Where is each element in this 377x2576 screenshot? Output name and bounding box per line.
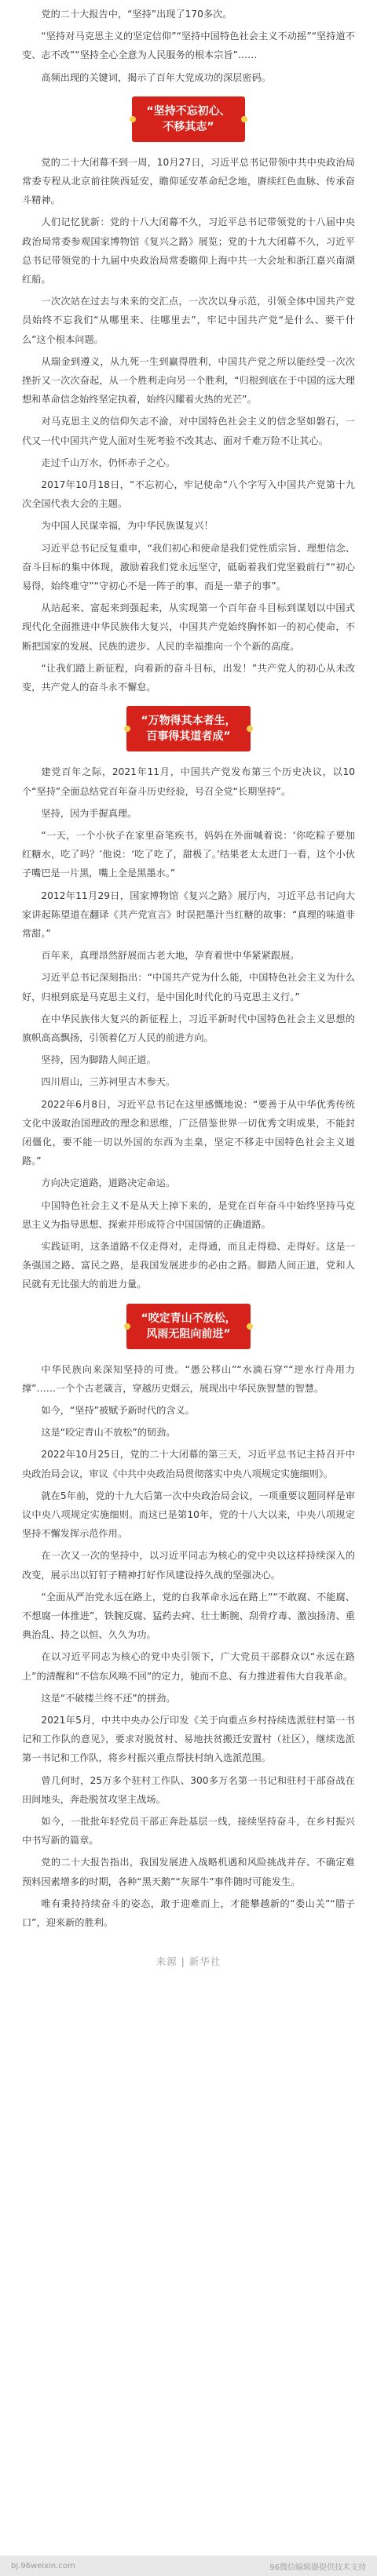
article-paragraph: 一次次站在过去与未来的交汇点，一次次以身示范，引领全体中国共产党员始终不忘我们“从哪里来、往哪里去”，牢记中国共产党“是什么、要干什么”这个根本问题。 — [22, 296, 355, 345]
article-paragraph: 高频出现的关键词，揭示了百年大党成功的深层密码。 — [41, 71, 271, 83]
article-paragraph: 就在5年前，党的十九大后第一次中央政治局会议，一项重要议题同样是审议中央八项规定实施细则。而这已是第10年，党的十八大以来，中央八项规定坚持不懈发挥示范作用。 — [22, 1490, 355, 1540]
article-paragraph: 坚持，因为脚踏人间正道。 — [41, 1054, 156, 1066]
section-heading-wrap — [22, 706, 355, 751]
article-paragraph: 如今，“坚持”被赋予新时代的含义。 — [41, 1404, 195, 1416]
section-heading: “咬定青山不放松， 风雨无阻向前进” — [126, 1304, 250, 1349]
article-paragraph: 坚持，因为手握真理。 — [41, 807, 137, 819]
article-paragraph: 党的二十大闭幕不到一周，10月27日，习近平总书记带领中共中央政治局常委专程从北京前往陕西延安，瞻仰延安革命纪念地，赓续红色血脉、传承奋斗精神。 — [22, 156, 355, 206]
article-paragraph: 中华民族向来深知坚持的可贵。“愚公移山”“水滴石穿”“逆水行舟用力撑”……一个个古老箴言，穿越历史烟云，展现出中华民族智慧的智慧。 — [22, 1363, 355, 1394]
article-paragraph: 党的二十大报告指出，我国发展进入战略机遇和风险挑战并存、不确定难预料因素增多的时期，各种“黑天鹅”“灰犀牛”事件随时可能发生。 — [22, 1857, 355, 1887]
article-paragraph: 2017年10月18日，“不忘初心，牢记使命”八个字写入中国共产党第十九次全国代表大会的主题。 — [22, 479, 355, 510]
article-paragraph: 走过千山万水，仍怀赤子之心。 — [41, 457, 176, 468]
article-paragraph: 在以习近平同志为核心的党中央引领下，广大党员干部群众以“永远在路上”的清醒和“不信东风唤不回”的定力，驰而不息、有力推进着伟大自我革命。 — [22, 1651, 355, 1682]
article-paragraph: 这是“咬定青山不放松”的韧劲。 — [41, 1427, 176, 1439]
article-paragraph: “坚持对马克思主义的坚定信仰”“坚持中国特色社会主义不动摇”“坚持道不变、志不改”“坚持全心全意为人民服务的根本宗旨”…… — [22, 31, 355, 61]
section-heading-wrap — [22, 1304, 355, 1349]
article-paragraph: 为中国人民谋幸福，为中华民族谋复兴！ — [41, 520, 214, 532]
article-paragraph: 唯有秉持持续奋斗的姿态，敢于迎难而上，才能攀越新的“娄山关”“腊子口”，迎来新的胜利。 — [22, 1897, 355, 1929]
article-paragraph: 在一次又一次的坚持中，以习近平同志为核心的党中央以这样持续深入的改变，展示出以钉钉子精神打好作风建设持久战的坚强决心。 — [22, 1550, 355, 1581]
article-paragraph: 对马克思主义的信仰矢志不渝，对中国特色社会主义的信念坚如磐石，一代又一代中国共产党人面对生死考验不改其志、面对千难万险不让其心。 — [22, 416, 355, 446]
article-paragraph: 人们记忆犹新：党的十八大闭幕不久，习近平总书记带领党的十八届中央政治局常委参观国家博物馆《复兴之路》展览；党的十九大闭幕不久，习近平总书记带领党的十九届中央政治局常委瞻仰上海中共一大会址和浙江嘉兴南湖红船。 — [22, 216, 355, 286]
article-paragraph: 方向决定道路，道路决定命运。 — [41, 1177, 176, 1189]
section-heading-wrap — [22, 96, 355, 142]
article-paragraph: 这是“不破楼兰终不还”的拼劲。 — [41, 1692, 176, 1704]
article-paragraph: 建党百年之际，2021年11月，中国共产党发布第三个历史决议，以10个“坚持”全面总结党百年奋斗历史经验，号召全党“长期坚持”。 — [22, 766, 355, 797]
article-paragraph: 从站起来、富起来到强起来，从实现第一个百年奋斗目标到谋划以中国式现代化全面推进中华民族伟大复兴，中国共产党始终胸怀如一的初心使命，不断把国家的发展、民族的进步、人民的幸福推向一个个新的高度。 — [22, 602, 355, 652]
footer-credit: 96微信编辑器提供技术支持 — [269, 2563, 366, 2572]
article-paragraph: 2022年6月8日，习近平总书记在这里感慨地说：“要善于从中华优秀传统文化中汲取治国理政的理念和思维，广泛借鉴世界一切优秀文明成果，不能封闭僵化，要不能一切以外国的东西为圭臬，坚定不移走中国特色社会主义道路。” — [22, 1098, 355, 1167]
article-paragraph: “一天，一个小伙子在家里奋笔疾书，妈妈在外面喊着说：‘你吃粽子要加红糖水，吃了吗？’他说：‘吃了吃了，甜极了。’结果老太太进门一看，这个小伙子嘴巴是一片黑，嘴上全是黑墨水。” — [22, 829, 355, 879]
article-paragraph: 四川眉山，三苏祠里古木参天。 — [41, 1076, 176, 1088]
editor-footer-bar — [0, 2556, 377, 2576]
article-paragraph: 中国特色社会主义不是从天上掉下来的，是党在百年奋斗中始终坚持马克思主义为指导思想、探索并形成符合中国国情的正确道路。 — [22, 1199, 355, 1230]
article-paragraph: 实践证明，这条道路不仅走得对，走得通，而且走得稳、走得好。这是一条强国之路、富民之路，是我国发展进步的必由之路。脚踏人间正道，党和人民就有无比强大的前进力量。 — [22, 1240, 355, 1290]
article-paragraph: 从瑞金到遵义，从九死一生到赢得胜利，中国共产党之所以能经受一次次挫折又一次次奋起，从一个胜利走向另一个胜利，“归根到底在于中国的远大理想和革命信念始终坚定执着，始终闪耀着火热的光芒”。 — [22, 355, 355, 406]
article-paragraph: “让我们踏上新征程，向着新的奋斗目标，出发！”共产党人的初心从未改变，共产党人的奋斗永不懈怠。 — [22, 662, 355, 693]
article-paragraph: 2021年5月，中共中央办公厅印发《关于向重点乡村持续选派驻村第一书记和工作队的意见》，要求对脱贫村、易地扶贫搬迁安置村（社区），继续选派第一书记和工作队，将乡村振兴重点帮扶村纳入选派范围。 — [22, 1715, 355, 1764]
section-heading: “坚持不忘初心、 不移其志” — [132, 96, 244, 142]
article-paragraph: 党的二十大报告中，“坚持”出现了170多次。 — [41, 9, 232, 20]
article-paragraph: 百年来，真理昂然舒展而古老大地，孕育着世中华紧紧跟展。 — [41, 950, 300, 962]
section-heading: “万物得其本者生， 百事得其道者成” — [126, 706, 250, 751]
article-source: 来源 | 新华社 — [156, 1956, 221, 1968]
article-paragraph: 如今，一批批年轻党员干部正奔赴基层一线，接续坚持奋斗，在乡村振兴中书写新的篇章。 — [22, 1816, 355, 1846]
article-paragraph: 在中华民族伟大复兴的新征程上，习近平新时代中国特色社会主义思想的旗帜高高飘扬，引领着亿万人民的前进方向。 — [22, 1013, 355, 1043]
article-paragraph: 2012年11月29日，国家博物馆《复兴之路》展厅内，习近平总书记向大家讲起陈望道在翻译《共产党宣言》时误把墨汁当红糖的故事：“真理的味道非常甜。” — [22, 890, 355, 939]
footer-site-url[interactable]: bj.96weixin.com — [11, 2561, 75, 2571]
article-paragraph: 曾几何时，25万多个驻村工作队、300多万名第一书记和驻村干部奋战在田间地头，奔赴脱贫攻坚主战场。 — [22, 1774, 355, 1805]
article-paragraph: 2022年10月25日，党的二十大闭幕的第三天，习近平总书记主持召开中央政治局会议，审议《中共中央政治局贯彻落实中央八项规定实施细则》。 — [22, 1449, 355, 1479]
article-paragraph: 习近平总书记反复重申，“我们初心和使命是我们党性质宗旨、理想信念、奋斗目标的集中体现，激励着我们党永远坚守，砥砺着我们党坚毅前行”“初心易得，始终难守”“守初心不是一阵子的事，而是一辈子的事”。 — [22, 542, 355, 592]
article-paragraph: 习近平总书记深刻指出：“中国共产党为什么能，中国特色社会主义为什么好，归根到底是马克思主义行，是中国化时代化的马克思主义行。” — [22, 972, 355, 1002]
article-paragraph: “全面从严治党永远在路上，党的自我革命永远在路上”“不敢腐、不能腐、不想腐一体推进”，铁腕反腐、猛药去疴、壮士断腕、刮骨疗毒、激浊扬清、重典治乱、持之以恒、久久为功。 — [22, 1591, 355, 1641]
